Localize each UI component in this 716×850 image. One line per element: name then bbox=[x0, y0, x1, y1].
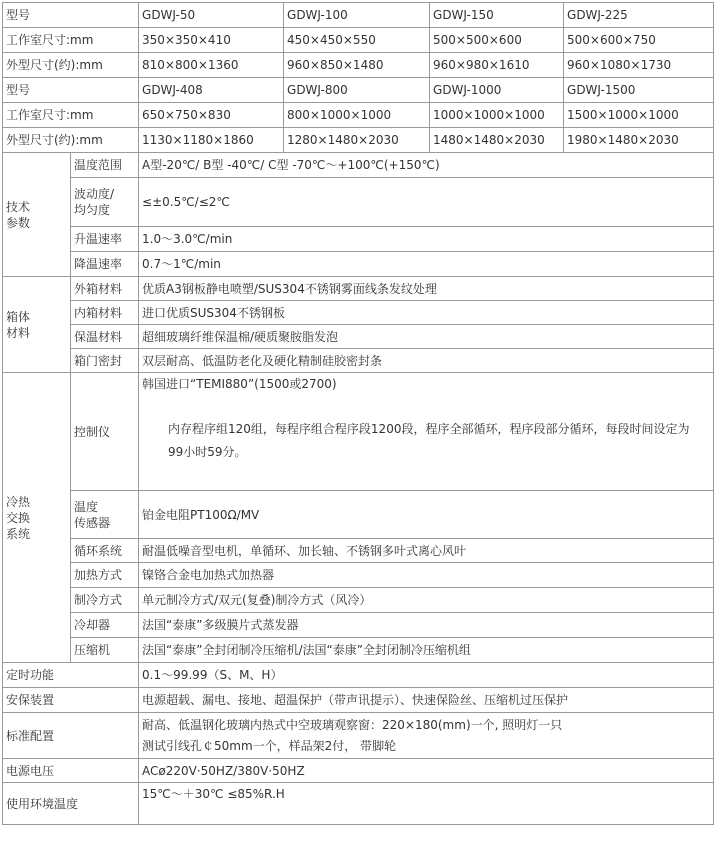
row-label: 制冷方式 bbox=[71, 588, 139, 613]
group-box bbox=[3, 277, 71, 373]
row-label: 降温速率 bbox=[71, 252, 139, 277]
row-label: 使用环境温度 bbox=[3, 783, 139, 825]
row-label: 外型尺寸(约):mm bbox=[3, 128, 139, 153]
row-value: 法国“泰康”多级膜片式蒸发器 bbox=[139, 613, 714, 638]
cell-value: 960×850×1480 bbox=[284, 53, 430, 78]
row-label: 箱门密封 bbox=[71, 349, 139, 373]
row-value: 15℃～＋30℃ ≤85%R.H bbox=[139, 783, 714, 825]
table-row bbox=[3, 78, 714, 103]
table-row bbox=[3, 128, 714, 153]
row-label: 保温材料 bbox=[71, 325, 139, 349]
row-label: 循环系统 bbox=[71, 539, 139, 563]
row-label: 内箱材料 bbox=[71, 301, 139, 325]
group-tech bbox=[3, 153, 71, 277]
row-value: 1.0～3.0℃/min bbox=[139, 227, 714, 252]
sensor-label-line2: 传感器 bbox=[74, 515, 111, 530]
cell-value: 350×350×410 bbox=[139, 28, 284, 53]
table-row bbox=[3, 153, 714, 178]
cell-value: 500×500×600 bbox=[430, 28, 564, 53]
controller-line1: 韩国进口“TEMI880”(1500或2700) bbox=[142, 377, 337, 391]
row-value: 双层耐高、低温防老化及硬化精制硅胶密封条 bbox=[139, 349, 714, 373]
row-label bbox=[71, 491, 139, 539]
standard-value bbox=[139, 713, 714, 759]
table-row bbox=[3, 178, 714, 227]
cell-value: GDWJ-50 bbox=[139, 3, 284, 28]
row-label: 电源电压 bbox=[3, 759, 139, 783]
controller-line2: 内存程序组120组，每程序组合程序段1200段，程序全部循环，程序段部分循环，每段时间设定为99小时59分。 bbox=[168, 422, 690, 459]
row-label: 安保装置 bbox=[3, 688, 139, 713]
group-box-line1: 箱体 bbox=[6, 309, 31, 324]
row-label-line2: 均匀度 bbox=[74, 203, 111, 217]
row-label: 定时功能 bbox=[3, 663, 139, 688]
row-value: 优质A3钢板静电喷塑/SUS304不锈钢雾面线条发纹处理 bbox=[139, 277, 714, 301]
table-row bbox=[3, 53, 714, 78]
row-value: 耐温低噪音型电机，单循环、加长轴、不锈钢多叶式离心风叶 bbox=[139, 539, 714, 563]
cell-value: 450×450×550 bbox=[284, 28, 430, 53]
group-cooling-line1: 冷热 bbox=[6, 494, 31, 509]
cell-value: GDWJ-408 bbox=[139, 78, 284, 103]
table-row bbox=[3, 759, 714, 783]
row-label: 外型尺寸(约):mm bbox=[3, 53, 139, 78]
cell-value: GDWJ-1000 bbox=[430, 78, 564, 103]
row-label: 升温速率 bbox=[71, 227, 139, 252]
cell-value: 1280×1480×2030 bbox=[284, 128, 430, 153]
group-box-line2: 材料 bbox=[6, 325, 31, 340]
row-label: 型号 bbox=[3, 78, 139, 103]
row-value: 法国“泰康”全封闭制冷压缩机/法国“泰康”全封闭制冷压缩机组 bbox=[139, 638, 714, 663]
table-row bbox=[3, 252, 714, 277]
table-row bbox=[3, 227, 714, 252]
table-row bbox=[3, 301, 714, 325]
row-value: 镍铬合金电加热式加热器 bbox=[139, 563, 714, 588]
row-label: 控制仪 bbox=[71, 373, 139, 491]
table-row bbox=[3, 588, 714, 613]
row-label: 标准配置 bbox=[3, 713, 139, 759]
table-row bbox=[3, 373, 714, 491]
cell-value: 500×600×750 bbox=[564, 28, 714, 53]
group-cooling bbox=[3, 373, 71, 663]
row-value: 0.7～1℃/min bbox=[139, 252, 714, 277]
row-label: 压缩机 bbox=[71, 638, 139, 663]
table-row bbox=[3, 638, 714, 663]
row-value: ACø220V·50HZ/380V·50HZ bbox=[139, 759, 714, 783]
cell-value: GDWJ-800 bbox=[284, 78, 430, 103]
table-row bbox=[3, 539, 714, 563]
row-value: ≤±0.5℃/≤2℃ bbox=[139, 178, 714, 227]
table-row bbox=[3, 349, 714, 373]
table-row bbox=[3, 28, 714, 53]
cell-value: GDWJ-150 bbox=[430, 3, 564, 28]
row-label: 加热方式 bbox=[71, 563, 139, 588]
row-label: 工作室尺寸:mm bbox=[3, 103, 139, 128]
cell-value: GDWJ-100 bbox=[284, 3, 430, 28]
row-label: 型号 bbox=[3, 3, 139, 28]
row-value: 单元制冷方式/双元(复叠)制冷方式（风冷） bbox=[139, 588, 714, 613]
row-value: 0.1～99.99（S、M、H） bbox=[139, 663, 714, 688]
group-cooling-line3: 系统 bbox=[6, 526, 31, 541]
cell-value: 1130×1180×1860 bbox=[139, 128, 284, 153]
cell-value: 1000×1000×1000 bbox=[430, 103, 564, 128]
table-row bbox=[3, 563, 714, 588]
table-row bbox=[3, 783, 714, 825]
row-label-line1: 波动度/ bbox=[74, 187, 115, 201]
row-label: 温度范围 bbox=[71, 153, 139, 178]
table-row bbox=[3, 688, 714, 713]
cell-value: 1980×1480×2030 bbox=[564, 128, 714, 153]
group-tech-line2: 参数 bbox=[6, 215, 31, 230]
row-label: 工作室尺寸:mm bbox=[3, 28, 139, 53]
table-row bbox=[3, 713, 714, 759]
table-row bbox=[3, 613, 714, 638]
sensor-label-line1: 温度 bbox=[74, 499, 99, 514]
cell-value: 650×750×830 bbox=[139, 103, 284, 128]
controller-value bbox=[139, 373, 714, 491]
row-value: 铂金电阻PT100Ω/MV bbox=[139, 491, 714, 539]
table-row bbox=[3, 491, 714, 539]
spec-table bbox=[2, 2, 714, 825]
table-row bbox=[3, 3, 714, 28]
standard-line1: 耐高、低温钢化玻璃内热式中空玻璃观察窗：220×180(mm)一个, 照明灯一只 bbox=[142, 717, 563, 732]
row-label: 冷却器 bbox=[71, 613, 139, 638]
table-row bbox=[3, 277, 714, 301]
row-value: 电源超载、漏电、接地、超温保护（带声讯提示）、快速保险丝、压缩机过压保护 bbox=[139, 688, 714, 713]
cell-value: GDWJ-225 bbox=[564, 3, 714, 28]
row-value: 超细玻璃纤维保温棉/硬质聚胺脂发泡 bbox=[139, 325, 714, 349]
row-label: 外箱材料 bbox=[71, 277, 139, 301]
cell-value: 800×1000×1000 bbox=[284, 103, 430, 128]
cell-value: 810×800×1360 bbox=[139, 53, 284, 78]
table-row bbox=[3, 103, 714, 128]
cell-value: 960×980×1610 bbox=[430, 53, 564, 78]
cell-value: 1480×1480×2030 bbox=[430, 128, 564, 153]
group-cooling-line2: 交换 bbox=[6, 510, 31, 525]
row-value: 进口优质SUS304不锈钢板 bbox=[139, 301, 714, 325]
row-label bbox=[71, 178, 139, 227]
standard-line2: 测试引线孔￠50mm一个，样品架2付， 带脚轮 bbox=[142, 738, 397, 753]
table-row bbox=[3, 663, 714, 688]
cell-value: 1500×1000×1000 bbox=[564, 103, 714, 128]
table-row bbox=[3, 325, 714, 349]
group-tech-line1: 技术 bbox=[6, 199, 31, 214]
row-value: A型-20℃/ B型 -40℃/ C型 -70℃～+100℃(+150℃) bbox=[139, 153, 714, 178]
cell-value: GDWJ-1500 bbox=[564, 78, 714, 103]
model-rows bbox=[3, 3, 714, 825]
cell-value: 960×1080×1730 bbox=[564, 53, 714, 78]
